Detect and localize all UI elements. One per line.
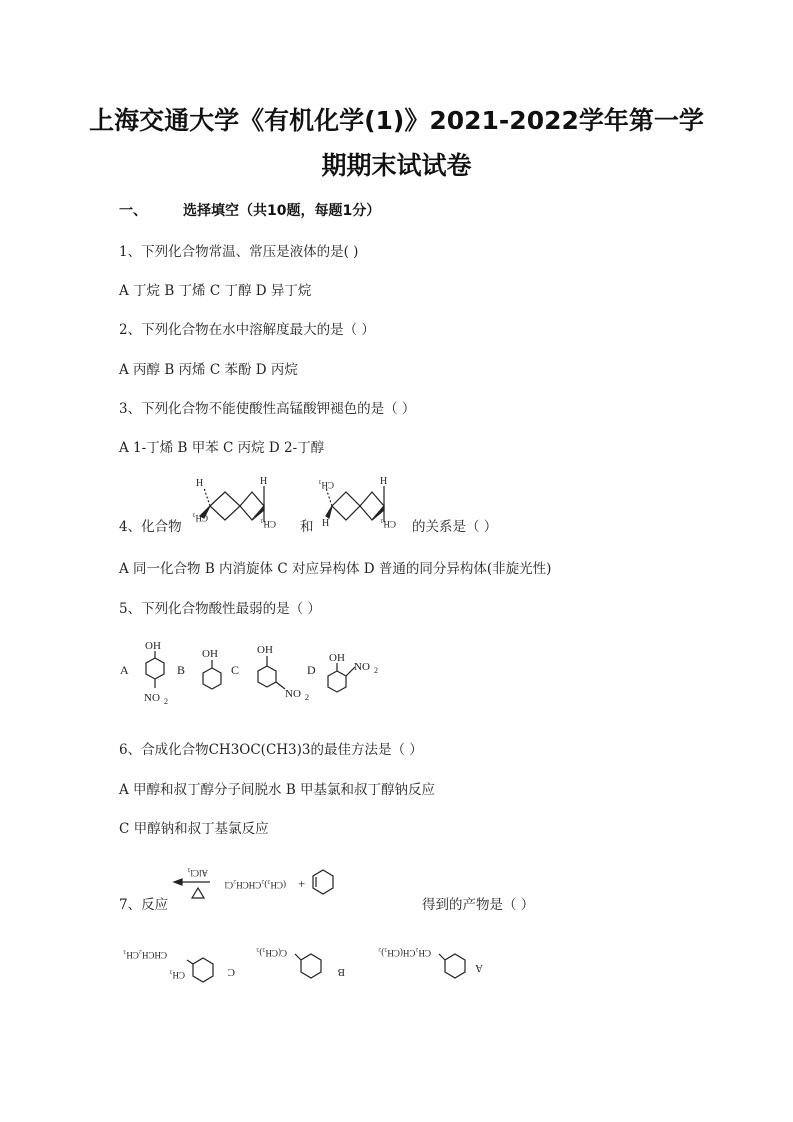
- svg-text:B: B: [177, 663, 186, 677]
- svg-text:CHCH₂CH₃: CHCH₂CH₃: [123, 950, 167, 960]
- svg-text:CH₂CH(CH₃)₂: CH₂CH(CH₃)₂: [378, 948, 431, 958]
- svg-text:CH₃: CH₃: [260, 519, 276, 529]
- svg-text:H: H: [322, 518, 330, 529]
- svg-text:CH₃: CH₃: [169, 970, 185, 980]
- svg-text:C: C: [227, 966, 235, 978]
- svg-text:NO: NO: [285, 688, 301, 700]
- svg-text:H: H: [260, 476, 268, 487]
- svg-text:H: H: [380, 476, 388, 487]
- question-5-stem: 5、下列化合物酸性最弱的是（ ）: [119, 601, 321, 617]
- svg-text:A: A: [475, 962, 483, 974]
- svg-text:CH₃: CH₃: [192, 513, 208, 523]
- svg-text:CH₃: CH₃: [318, 480, 334, 490]
- svg-text:2: 2: [164, 697, 168, 706]
- question-6-stem: 6、合成化合物CH3OC(CH3)3的最佳方法是（ ）: [119, 742, 423, 758]
- question-7-stem-prefix: 7、反应: [119, 897, 169, 913]
- question-7-product-structures: [115, 940, 495, 996]
- svg-text:H: H: [196, 478, 204, 489]
- question-6-options-line2: C 甲醇钠和叔丁基氯反应: [119, 821, 269, 837]
- question-4-stem-suffix: 的关系是（ ）: [412, 519, 498, 535]
- question-4-stem-middle: 和: [300, 519, 314, 535]
- question-3-stem: 3、下列化合物不能使酸性高锰酸钾褪色的是（ ）: [119, 401, 416, 417]
- svg-text:OH: OH: [202, 648, 218, 660]
- svg-text:C(CH₃)₃: C(CH₃)₃: [256, 948, 287, 958]
- svg-text:2: 2: [374, 666, 378, 675]
- document-title-line1: 上海交通大学《有机化学(1)》2021-2022学年第一学: [89, 106, 704, 135]
- spiro-compound-1-structure: [180, 474, 280, 532]
- section-title: 选择填空（共10题，每题1分）: [183, 203, 381, 219]
- svg-text:B: B: [337, 966, 345, 978]
- spiro-compound-2-structure: [310, 474, 400, 532]
- question-6-options-line1: A 甲醇和叔丁醇分子间脱水 B 甲基氯和叔丁醇钠反应: [119, 782, 436, 798]
- svg-text:C: C: [231, 663, 240, 677]
- question-3-options: A 1-丁烯 B 甲苯 C 丙烷 D 2-丁醇: [119, 440, 325, 456]
- question-4-options: A 同一化合物 B 内消旋体 C 对应异构体 D 普通的同分异构体(非旋光性): [119, 561, 552, 577]
- question-5-structures: [115, 636, 405, 712]
- question-7-reaction-scheme: [170, 862, 345, 910]
- svg-text:OH: OH: [145, 640, 161, 652]
- question-1-options: A 丁烷 B 丁烯 C 丁醇 D 异丁烷: [119, 283, 312, 299]
- svg-text:CH₃: CH₃: [380, 519, 396, 529]
- svg-text:NO: NO: [354, 661, 370, 673]
- question-4-stem-prefix: 4、化合物: [119, 519, 182, 535]
- svg-text:2: 2: [305, 693, 309, 702]
- question-2-options: A 丙醇 B 丙烯 C 苯酚 D 丙烷: [119, 362, 298, 378]
- document-title-line2: 期期末试试卷: [321, 151, 472, 180]
- svg-text:AlCl₃: AlCl₃: [187, 868, 208, 878]
- svg-text:D: D: [307, 663, 316, 677]
- section-heading: [119, 200, 380, 220]
- svg-text:OH: OH: [329, 652, 345, 664]
- svg-text:A: A: [120, 663, 129, 677]
- svg-text:NO: NO: [144, 692, 160, 704]
- question-7-stem-suffix: 得到的产物是（ ）: [422, 897, 535, 913]
- question-1-stem: 1、下列化合物常温、常压是液体的是( ): [119, 244, 359, 260]
- svg-text:(CH₃)₂CHCH₂Cl: (CH₃)₂CHCH₂Cl: [224, 880, 286, 890]
- svg-text:OH: OH: [257, 644, 273, 656]
- section-number: 一、: [119, 203, 147, 219]
- svg-text:+: +: [298, 876, 306, 891]
- question-2-stem: 2、下列化合物在水中溶解度最大的是（ ）: [119, 322, 375, 338]
